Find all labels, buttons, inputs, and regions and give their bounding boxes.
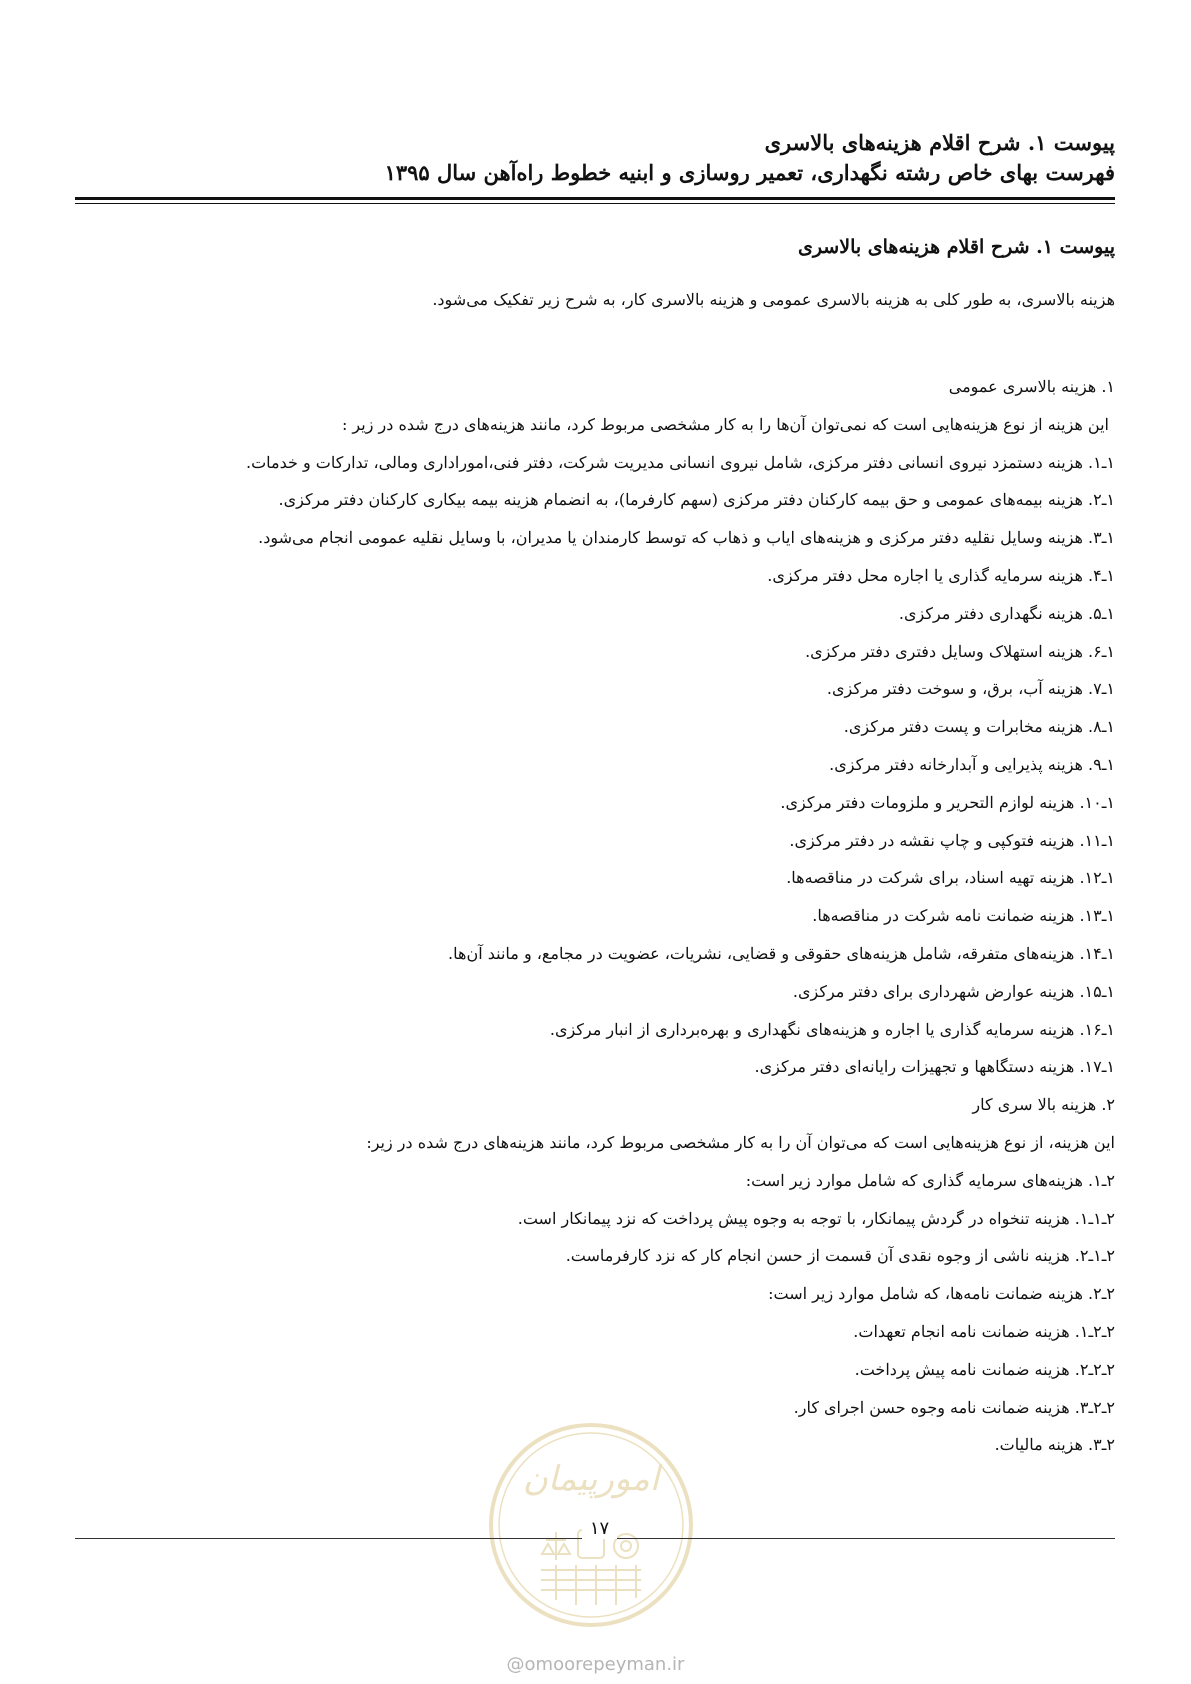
list-item: ۲ـ۲ـ۲. هزینه ضمانت نامه پیش پرداخت. bbox=[854, 1359, 1115, 1379]
overhead-cost-list bbox=[75, 368, 1115, 1464]
list-item: ۲ـ۱ـ۱. هزینه تنخواه در گردش پیمانکار، با توجه به وجوه پیش پرداخت که نزد پیمانکار است. bbox=[517, 1208, 1115, 1228]
section-title: پیوست ۱. شرح اقلام هزینه‌های بالاسری bbox=[797, 236, 1115, 258]
list-item: ۱ـ۱۰. هزینه لوازم التحریر و ملزومات دفتر مرکزی. bbox=[780, 792, 1115, 812]
list-item: ۱ـ۹. هزینه پذیرایی و آبدارخانه دفتر مرکزی. bbox=[829, 754, 1115, 774]
list-item: ۲ـ۲. هزینه ضمانت نامه‌ها، که شامل موارد زیر است: bbox=[768, 1284, 1115, 1304]
list-item: ۲ـ۱ـ۲. هزینه ناشی از وجوه نقدی آن قسمت از حسن انجام کار که نزد کارفرماست. bbox=[565, 1246, 1115, 1266]
header-rule-thick bbox=[75, 197, 1115, 200]
page-number-text: ۱۷ bbox=[582, 1518, 617, 1539]
list-item: ۱ـ۱۳. هزینه ضمانت نامه شرکت در مناقصه‌ها. bbox=[812, 906, 1115, 926]
list-item: ۱ـ۷. هزینه آب، برق، و سوخت دفتر مرکزی. bbox=[826, 679, 1115, 699]
list-item: ۲ـ۱. هزینه‌های سرمایه گذاری که شامل موارد زیر است: bbox=[745, 1170, 1115, 1190]
list-item: ۱ـ۶. هزینه استهلاک وسایل دفتری دفتر مرکزی. bbox=[805, 641, 1115, 661]
list-item: ۱ـ۱. هزینه دستمزد نیروی انسانی دفتر مرکزی، شامل نیروی انسانی مدیریت شرکت، دفتر فنی،اموراداری ومالی، تدارکات و خدمات. bbox=[246, 452, 1115, 472]
list-item: ۱. هزینه بالاسری عمومی bbox=[948, 377, 1115, 396]
list-item: ۱ـ۱۲. هزینه تهیه اسناد، برای شرکت در مناقصه‌ها. bbox=[786, 868, 1115, 888]
list-item: ۲. هزینه بالا سری کار bbox=[972, 1095, 1115, 1115]
list-item: ۲ـ۲ـ۳. هزینه ضمانت نامه وجوه حسن اجرای کار. bbox=[793, 1397, 1115, 1417]
list-item: ۲ـ۲ـ۱. هزینه ضمانت نامه انجام تعهدات. bbox=[853, 1321, 1115, 1341]
list-item: ۱ـ۳. هزینه وسایل نقلیه دفتر مرکزی و هزینه‌های ایاب و ذهاب که توسط کارمندان یا مدیران، با وسایل نقلیه عمومی انجام می‌شود. bbox=[258, 528, 1115, 548]
list-item: ۱ـ۱۱. هزینه فتوکپی و چاپ نقشه در دفتر مرکزی. bbox=[789, 830, 1115, 850]
list-item: ۱ـ۸. هزینه مخابرات و پست دفتر مرکزی. bbox=[843, 717, 1115, 737]
list-item: ۱ـ۱۵. هزینه عوارض شهرداری برای دفتر مرکزی. bbox=[792, 981, 1115, 1001]
page-number bbox=[0, 1518, 1191, 1539]
intro-paragraph: هزینه بالاسری، به طور کلی به هزینه بالاسری عمومی و هزینه بالاسری کار، به شرح زیر تفکیک می‌شود. bbox=[432, 290, 1115, 309]
watermark-seal-text: امورپیمان bbox=[522, 1459, 660, 1499]
list-item: ۱ـ۴. هزینه سرمایه گذاری یا اجاره محل دفتر مرکزی. bbox=[767, 565, 1115, 585]
header-document-title: فهرست بهای خاص رشته نگهداری، تعمیر روسازی و ابنیه خطوط راه‌آهن سال ۱۳۹۵ bbox=[384, 160, 1115, 185]
list-item: ۱ـ۱۴. هزینه‌های متفرقه، شامل هزینه‌های حقوقی و قضایی، نشریات، عضویت در مجامع، و مانند آن‌ها. bbox=[448, 943, 1115, 963]
list-item: ۲ـ۳. هزینه مالیات. bbox=[994, 1435, 1115, 1455]
list-item: این هزینه از نوع هزینه‌هایی است که نمی‌توان آن‌ها را به کار مشخصی مربوط کرد، مانند هزینه‌های درج شده در زیر : bbox=[341, 414, 1109, 434]
watermark-url: @omoorepeyman.ir bbox=[506, 1654, 685, 1675]
list-item: ۱ـ۵. هزینه نگهداری دفتر مرکزی. bbox=[898, 603, 1115, 623]
list-item: ۱ـ۱۶. هزینه سرمایه گذاری یا اجاره و هزینه‌های نگهداری و بهره‌برداری از انبار مرکزی. bbox=[549, 1019, 1115, 1039]
header-rule-thin bbox=[75, 203, 1115, 204]
list-item: ۱ـ۲. هزینه بیمه‌های عمومی و حق بیمه کارکنان دفتر مرکزی (سهم کارفرما)، به انضمام هزینه بیمه بیکاری کارکنان دفتر مرکزی. bbox=[278, 490, 1115, 510]
header-appendix-title: پیوست ۱. شرح اقلام هزینه‌های بالاسری bbox=[764, 130, 1115, 155]
list-item: ۱ـ۱۷. هزینه دستگاهها و تجهیزات رایانه‌ای دفتر مرکزی. bbox=[754, 1057, 1115, 1077]
running-header bbox=[75, 128, 1115, 188]
list-item: این هزینه، از نوع هزینه‌هایی است که می‌توان آن را به کار مشخصی مربوط کرد، مانند هزینه‌های درج شده در زیر: bbox=[366, 1132, 1115, 1152]
